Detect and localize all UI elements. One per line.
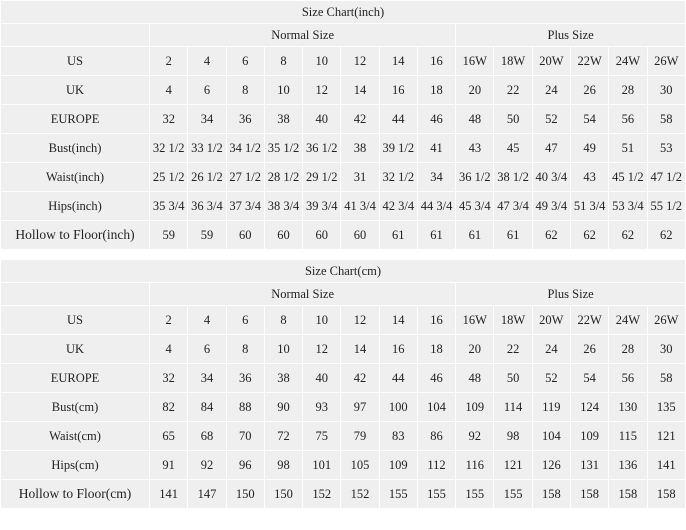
cell: 2 (150, 306, 188, 335)
cell: 41 (417, 134, 455, 163)
cell: 8 (226, 76, 264, 105)
cell: 36 (226, 364, 264, 393)
cell: 44 3/4 (417, 192, 455, 221)
cell: 4 (188, 306, 226, 335)
cell: 104 (532, 422, 570, 451)
inch-size-chart-table (0, 0, 686, 250)
cell: 32 (150, 105, 188, 134)
row-label-bust: Bust(cm) (1, 393, 150, 422)
cell: 24 (532, 76, 570, 105)
cell: 22 (494, 335, 532, 364)
cell: 40 (303, 364, 341, 393)
cell: 35 3/4 (150, 192, 188, 221)
cell: 98 (494, 422, 532, 451)
cell: 131 (570, 451, 608, 480)
chart-title: Size Chart(cm) (1, 260, 686, 283)
cell: 35 1/2 (264, 134, 302, 163)
row-label-uk: UK (1, 335, 150, 364)
cell: 92 (188, 451, 226, 480)
cell: 10 (264, 76, 302, 105)
cell: 65 (150, 422, 188, 451)
cell: 135 (647, 393, 686, 422)
cell: 16 (379, 335, 417, 364)
table-row (1, 105, 686, 134)
table-row (1, 306, 686, 335)
cell: 26W (647, 47, 685, 76)
cell: 46 (417, 105, 455, 134)
cell: 24 (532, 335, 570, 364)
cell: 28 (609, 76, 647, 105)
cell: 150 (264, 480, 302, 509)
cell: 92 (456, 422, 494, 451)
cell: 14 (341, 335, 379, 364)
cell: 10 (303, 306, 341, 335)
cell: 36 3/4 (188, 192, 226, 221)
cell: 47 1/2 (647, 163, 685, 192)
cell: 114 (494, 393, 532, 422)
cell: 50 (494, 105, 532, 134)
cell: 4 (150, 335, 188, 364)
cell: 61 (456, 221, 494, 250)
cell: 58 (647, 364, 686, 393)
cell: 109 (570, 422, 608, 451)
cell: 20W (532, 306, 570, 335)
cell: 42 3/4 (379, 192, 417, 221)
cell: 155 (379, 480, 417, 509)
row-label-us: US (1, 47, 150, 76)
group-plus-size: Plus Size (456, 24, 686, 47)
cell: 49 3/4 (532, 192, 570, 221)
cell: 158 (647, 480, 686, 509)
cell: 28 (609, 335, 647, 364)
cell: 44 (379, 364, 417, 393)
cell: 59 (188, 221, 226, 250)
cell: 38 (341, 134, 379, 163)
cell: 45 3/4 (456, 192, 494, 221)
cell: 155 (417, 480, 455, 509)
cm-size-chart-block (0, 259, 686, 509)
chart-group-row (1, 283, 686, 306)
cm-size-chart-table (0, 259, 686, 509)
cell: 31 (341, 163, 379, 192)
cell: 16W (456, 47, 494, 76)
cell: 26 1/2 (188, 163, 226, 192)
cell: 45 1/2 (609, 163, 647, 192)
cell: 98 (264, 451, 302, 480)
cell: 116 (456, 451, 494, 480)
cell: 18 (417, 335, 455, 364)
cell: 42 (341, 364, 379, 393)
row-label-bust: Bust(inch) (1, 134, 150, 163)
cell: 8 (264, 47, 302, 76)
row-label-waist: Waist(inch) (1, 163, 150, 192)
cell: 60 (303, 221, 341, 250)
cell: 97 (341, 393, 379, 422)
cell: 52 (532, 105, 570, 134)
inch-size-chart-block (0, 0, 686, 250)
cell: 158 (570, 480, 608, 509)
cell: 62 (570, 221, 608, 250)
cell: 147 (188, 480, 226, 509)
cell: 39 3/4 (303, 192, 341, 221)
cell: 25 1/2 (150, 163, 188, 192)
cell: 112 (417, 451, 455, 480)
cell: 40 (303, 105, 341, 134)
chart-title: Size Chart(inch) (1, 1, 686, 24)
cell: 34 (188, 105, 226, 134)
cell: 53 3/4 (609, 192, 647, 221)
cell: 158 (532, 480, 570, 509)
cell: 16W (456, 306, 494, 335)
cell: 22W (570, 306, 608, 335)
cell: 14 (379, 47, 417, 76)
cell: 84 (188, 393, 226, 422)
table-row (1, 364, 686, 393)
cell: 53 (647, 134, 685, 163)
cell: 6 (226, 47, 264, 76)
cell: 75 (303, 422, 341, 451)
table-row (1, 47, 686, 76)
chart-title-row (1, 1, 686, 24)
cell: 61 (417, 221, 455, 250)
cell: 2 (150, 47, 188, 76)
cell: 55 1/2 (647, 192, 685, 221)
cell: 51 3/4 (570, 192, 608, 221)
cell: 22W (570, 47, 608, 76)
cell: 109 (456, 393, 494, 422)
cell: 62 (532, 221, 570, 250)
cell: 54 (570, 105, 608, 134)
cell: 60 (341, 221, 379, 250)
cell: 126 (532, 451, 570, 480)
cell: 104 (417, 393, 455, 422)
cell: 101 (303, 451, 341, 480)
cell: 83 (379, 422, 417, 451)
row-label-hollow-to-floor: Hollow to Floor(inch) (1, 221, 150, 250)
table-row (1, 393, 686, 422)
cell: 38 (264, 364, 302, 393)
cell: 100 (379, 393, 417, 422)
cell: 36 1/2 (303, 134, 341, 163)
cell: 88 (226, 393, 264, 422)
cell: 20W (532, 47, 570, 76)
cell: 59 (150, 221, 188, 250)
table-row (1, 221, 686, 250)
cell: 51 (609, 134, 647, 163)
cell: 48 (456, 105, 494, 134)
cell: 141 (647, 451, 686, 480)
cell: 26W (647, 306, 686, 335)
cell: 158 (609, 480, 647, 509)
cell: 16 (417, 47, 455, 76)
row-label-hips: Hips(cm) (1, 451, 150, 480)
group-normal-size: Normal Size (150, 283, 456, 306)
cell: 34 1/2 (226, 134, 264, 163)
cell: 46 (417, 364, 455, 393)
cell: 33 1/2 (188, 134, 226, 163)
cell: 32 1/2 (150, 134, 188, 163)
cell: 155 (456, 480, 494, 509)
cell: 62 (647, 221, 685, 250)
cell: 115 (609, 422, 647, 451)
cell: 96 (226, 451, 264, 480)
chart-title-row (1, 260, 686, 283)
cell: 44 (379, 105, 417, 134)
cell: 52 (532, 364, 570, 393)
cell: 136 (609, 451, 647, 480)
cell: 60 (226, 221, 264, 250)
cell: 26 (570, 335, 608, 364)
cell: 12 (341, 47, 379, 76)
cell: 6 (188, 76, 226, 105)
cell: 79 (341, 422, 379, 451)
cell: 30 (647, 76, 685, 105)
cell: 50 (494, 364, 532, 393)
cell: 18W (494, 47, 532, 76)
cell: 20 (456, 335, 494, 364)
cell: 34 (417, 163, 455, 192)
table-row (1, 480, 686, 509)
cell: 62 (609, 221, 647, 250)
cell: 12 (303, 76, 341, 105)
cell: 32 (150, 364, 188, 393)
table-row (1, 76, 686, 105)
cell: 24W (609, 306, 647, 335)
cell: 28 1/2 (264, 163, 302, 192)
cell: 152 (303, 480, 341, 509)
cell: 72 (264, 422, 302, 451)
cell: 4 (150, 76, 188, 105)
table-row (1, 451, 686, 480)
cell: 43 (456, 134, 494, 163)
cell: 150 (226, 480, 264, 509)
cell: 47 (532, 134, 570, 163)
cell: 14 (379, 306, 417, 335)
cell: 38 1/2 (494, 163, 532, 192)
cell: 43 (570, 163, 608, 192)
cell: 45 (494, 134, 532, 163)
cell: 30 (647, 335, 686, 364)
cell: 16 (379, 76, 417, 105)
row-label-hips: Hips(inch) (1, 192, 150, 221)
cell: 38 3/4 (264, 192, 302, 221)
cell: 32 1/2 (379, 163, 417, 192)
cell: 41 3/4 (341, 192, 379, 221)
cell: 48 (456, 364, 494, 393)
cell: 24W (609, 47, 647, 76)
cell: 124 (570, 393, 608, 422)
cell: 42 (341, 105, 379, 134)
cell: 56 (609, 364, 647, 393)
cell: 34 (188, 364, 226, 393)
group-row-corner (1, 283, 150, 306)
cell: 8 (264, 306, 302, 335)
cell: 20 (456, 76, 494, 105)
cell: 119 (532, 393, 570, 422)
table-row (1, 134, 686, 163)
cell: 6 (188, 335, 226, 364)
cell: 4 (188, 47, 226, 76)
cell: 90 (264, 393, 302, 422)
cell: 26 (570, 76, 608, 105)
cell: 47 3/4 (494, 192, 532, 221)
cell: 105 (341, 451, 379, 480)
cell: 155 (494, 480, 532, 509)
cell: 10 (264, 335, 302, 364)
cell: 38 (264, 105, 302, 134)
group-normal-size: Normal Size (150, 24, 456, 47)
row-label-europe: EUROPE (1, 364, 150, 393)
cell: 8 (226, 335, 264, 364)
cell: 36 (226, 105, 264, 134)
cell: 40 3/4 (532, 163, 570, 192)
chart-group-row (1, 24, 686, 47)
cell: 82 (150, 393, 188, 422)
cell: 109 (379, 451, 417, 480)
cell: 39 1/2 (379, 134, 417, 163)
cell: 121 (494, 451, 532, 480)
cell: 14 (341, 76, 379, 105)
table-row (1, 192, 686, 221)
cell: 93 (303, 393, 341, 422)
cell: 91 (150, 451, 188, 480)
table-row (1, 163, 686, 192)
row-label-waist: Waist(cm) (1, 422, 150, 451)
cell: 58 (647, 105, 685, 134)
group-row-corner (1, 24, 150, 47)
cell: 12 (303, 335, 341, 364)
cell: 54 (570, 364, 608, 393)
cell: 61 (494, 221, 532, 250)
row-label-uk: UK (1, 76, 150, 105)
cell: 18W (494, 306, 532, 335)
cell: 6 (226, 306, 264, 335)
cell: 10 (303, 47, 341, 76)
table-row (1, 335, 686, 364)
row-label-europe: EUROPE (1, 105, 150, 134)
cell: 18 (417, 76, 455, 105)
cell: 86 (417, 422, 455, 451)
cell: 12 (341, 306, 379, 335)
cell: 70 (226, 422, 264, 451)
chart-separator (0, 250, 686, 259)
cell: 130 (609, 393, 647, 422)
table-row (1, 422, 686, 451)
cell: 16 (417, 306, 455, 335)
cell: 49 (570, 134, 608, 163)
row-label-us: US (1, 306, 150, 335)
cell: 121 (647, 422, 686, 451)
group-plus-size: Plus Size (456, 283, 686, 306)
cell: 60 (264, 221, 302, 250)
cell: 22 (494, 76, 532, 105)
cell: 36 1/2 (456, 163, 494, 192)
cell: 61 (379, 221, 417, 250)
cell: 68 (188, 422, 226, 451)
cell: 29 1/2 (303, 163, 341, 192)
cell: 37 3/4 (226, 192, 264, 221)
cell: 56 (609, 105, 647, 134)
row-label-hollow-to-floor: Hollow to Floor(cm) (1, 480, 150, 509)
cell: 141 (150, 480, 188, 509)
cell: 152 (341, 480, 379, 509)
cell: 27 1/2 (226, 163, 264, 192)
